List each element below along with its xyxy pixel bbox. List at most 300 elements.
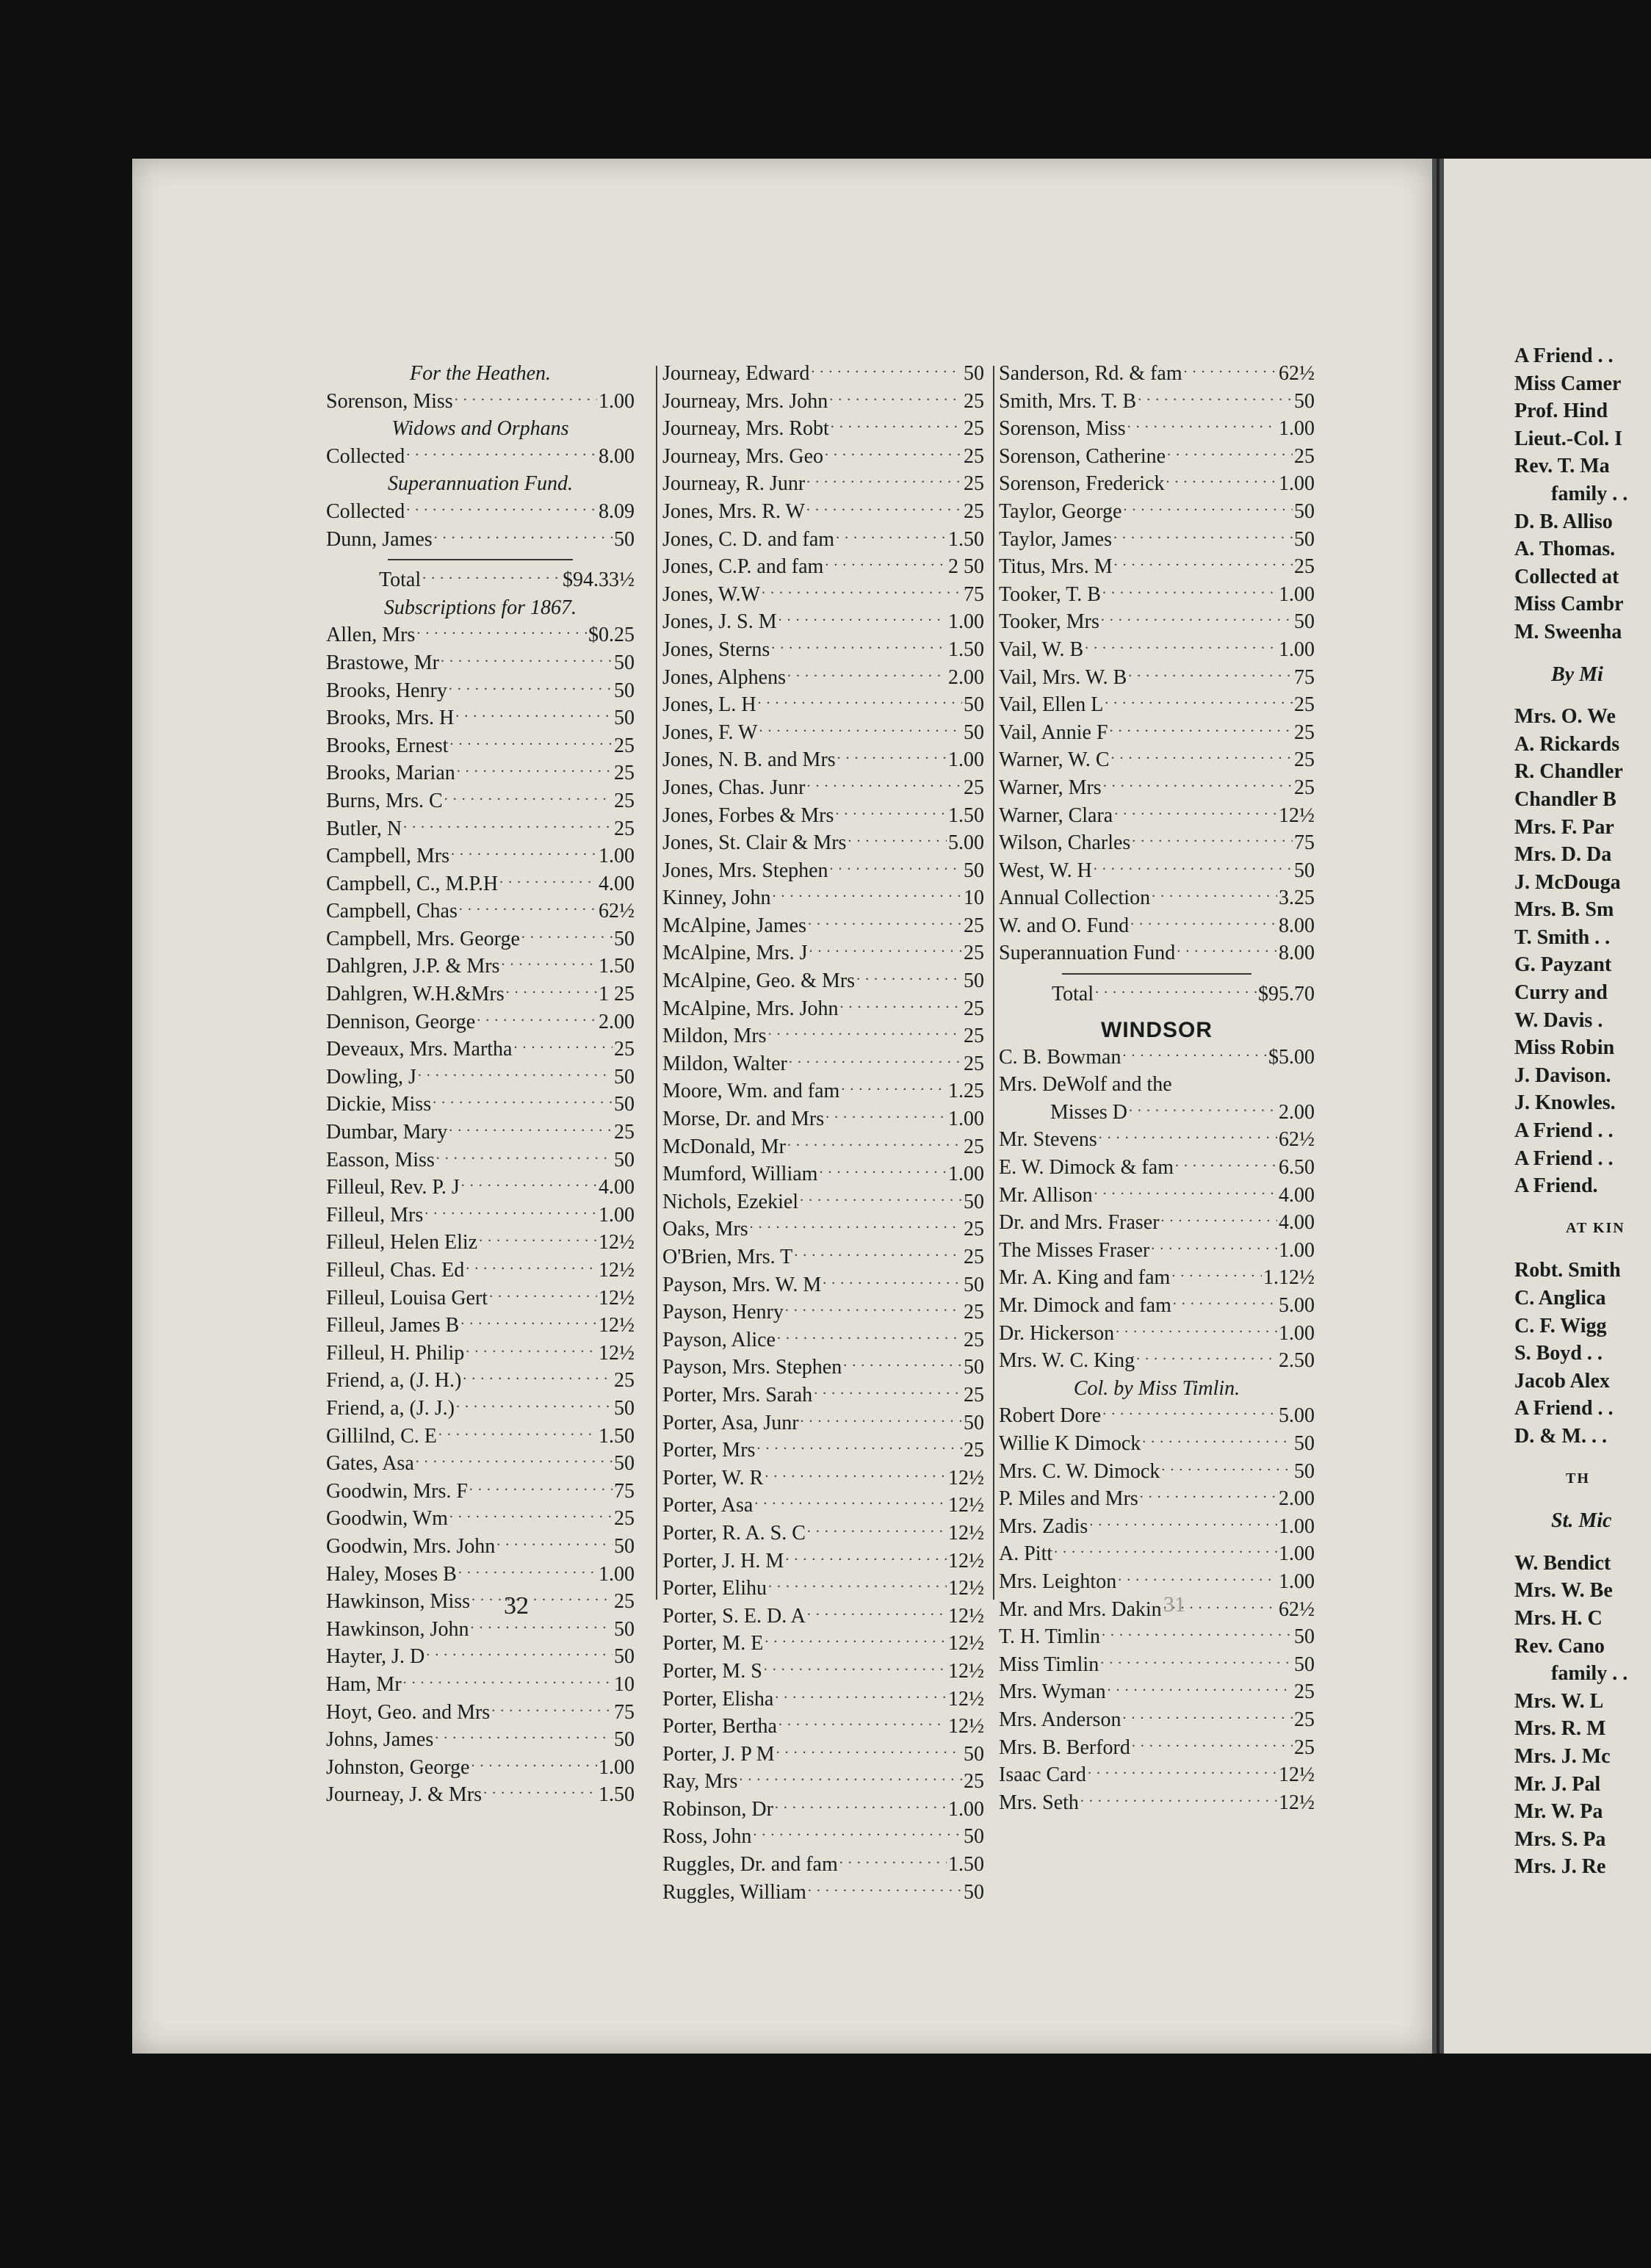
leader-dots <box>806 470 962 498</box>
leader-dots <box>1094 857 1293 885</box>
page-number: 32 <box>504 1592 529 1619</box>
leader-dots <box>521 925 613 953</box>
subscriber-entry <box>999 1678 1315 1706</box>
subscriber-entry <box>662 1382 984 1409</box>
entry-name: Total <box>379 568 422 592</box>
entry-name: Porter, J. H. M <box>662 1549 784 1572</box>
entry-name: Mrs. W. C. King <box>999 1349 1135 1373</box>
entry-name: Friend, a, (J. H.) <box>326 1369 462 1393</box>
subscriber-entry <box>999 1706 1315 1734</box>
entry-name: Kinney, John <box>662 886 771 910</box>
right-page-line: By Mi <box>1551 662 1603 686</box>
entry-amount: 1.00 <box>1279 1321 1315 1345</box>
leader-dots <box>436 1146 613 1174</box>
entry-amount: 1.50 <box>948 638 984 661</box>
leader-dots <box>829 388 962 416</box>
subscriber-entry <box>326 842 635 870</box>
subscriber-entry <box>662 664 984 692</box>
entry-name: Jones, Sterns <box>662 638 770 661</box>
total-rule <box>1062 973 1251 975</box>
entry-name: Taylor, George <box>999 499 1122 523</box>
right-page-line: A Friend . . <box>1514 344 1614 367</box>
subscriber-entry <box>662 719 984 747</box>
leader-dots <box>811 360 962 388</box>
entry-name: McAlpine, Mrs. J <box>662 942 808 965</box>
leader-dots <box>422 566 561 594</box>
entry-amount: 50 <box>1294 859 1315 882</box>
subscriber-entry <box>662 360 984 388</box>
right-page-line: W. Davis . <box>1514 1008 1603 1032</box>
section-heading: For the Heathen. <box>409 362 552 385</box>
right-page-line: Jacob Alex <box>1514 1369 1610 1393</box>
right-page-line: A. Thomas. <box>1514 538 1616 561</box>
subscriber-entry <box>662 1437 984 1465</box>
entry-name: Jones, Forbes & Mrs <box>662 803 834 827</box>
subscriber-entry <box>662 1713 984 1741</box>
entry-amount: 1.00 <box>948 610 984 634</box>
entry-amount: 75 <box>1294 831 1315 855</box>
entry-name: Haley, Moses B <box>326 1562 457 1586</box>
entry-amount: 1.00 <box>948 1797 984 1821</box>
subscriber-entry <box>662 967 984 995</box>
leader-dots <box>1136 1347 1277 1375</box>
right-page-line: family . . <box>1551 482 1628 505</box>
entry-amount: 25 <box>964 389 984 413</box>
subscriber-entry <box>326 498 635 526</box>
entry-name: Dahlgren, J.P. & Mrs <box>326 955 500 978</box>
right-page-line: Mrs. F. Par <box>1514 815 1614 839</box>
entry-name: Hawkinson, Miss <box>326 1590 471 1614</box>
entry-amount: 25 <box>964 776 984 799</box>
leader-dots <box>1123 498 1293 526</box>
leader-dots <box>1127 415 1277 443</box>
entry-amount: 1.00 <box>599 389 635 413</box>
entry-name: Vail, Ellen L <box>999 693 1104 717</box>
entry-amount: 6.50 <box>1279 1156 1315 1180</box>
subscriber-entry <box>999 553 1315 581</box>
entry-amount: 10 <box>614 1672 635 1696</box>
subscriber-entry <box>999 719 1315 747</box>
right-page-line: Mrs. D. Da <box>1514 843 1612 867</box>
section-heading: Col. by Miss Timlin. <box>1073 1376 1240 1400</box>
right-page-line: A Friend . . <box>1514 1119 1614 1143</box>
leader-dots <box>438 1423 597 1451</box>
leader-dots <box>801 1409 962 1437</box>
subscriber-entry <box>999 1568 1315 1596</box>
entry-name: Ray, Mrs <box>662 1770 738 1794</box>
subscriber-entry <box>326 1285 635 1312</box>
entry-amount: 8.09 <box>599 499 635 523</box>
total-entry <box>999 980 1315 1008</box>
entry-name: Gates, Asa <box>326 1452 414 1476</box>
entry-name: O'Brien, Mrs. T <box>662 1246 793 1268</box>
leader-dots <box>1161 1458 1293 1486</box>
entry-amount: 1.00 <box>1279 1542 1315 1566</box>
subscriber-entry <box>662 857 984 885</box>
subscriber-entry <box>662 1879 984 1907</box>
right-page-line: Mrs. O. We <box>1514 705 1616 729</box>
entry-name: Porter, Elihu <box>662 1577 767 1600</box>
entry-name: Payson, Alice <box>662 1328 776 1351</box>
subscriber-entry <box>999 1623 1315 1651</box>
leader-dots <box>777 1326 962 1354</box>
subscriber-entry <box>662 1050 984 1078</box>
entry-amount: 25 <box>964 499 984 523</box>
leader-dots <box>418 1063 613 1091</box>
entry-name: McAlpine, Geo. & Mrs <box>662 969 856 993</box>
entry-amount: 50 <box>614 1645 635 1669</box>
subscriber-entry <box>326 1036 635 1063</box>
leader-dots <box>1088 1761 1277 1789</box>
leader-dots <box>1080 1789 1277 1817</box>
subscriber-entry <box>662 1077 984 1105</box>
subscriber-entry <box>662 1133 984 1161</box>
entry-amount: 25 <box>614 789 635 812</box>
subscriber-entry <box>999 829 1315 857</box>
entry-name: Titus, Mrs. M <box>999 555 1113 579</box>
entry-name: Gillilnd, C. E <box>326 1424 437 1448</box>
entry-amount: 50 <box>614 651 635 674</box>
entry-amount: 50 <box>614 1452 635 1476</box>
entry-amount: 12½ <box>948 1687 984 1711</box>
leader-dots <box>457 759 613 787</box>
entry-amount: 50 <box>1294 1653 1315 1676</box>
subscriber-entry <box>326 1008 635 1036</box>
subscriber-entry <box>999 608 1315 636</box>
subscriber-entry <box>326 1561 635 1589</box>
subscriber-entry <box>662 1188 984 1216</box>
leader-dots <box>831 415 962 443</box>
entry-amount: 1.50 <box>948 803 984 827</box>
leader-dots <box>444 787 613 815</box>
leader-dots <box>773 884 962 912</box>
faded-page-number: 31 <box>1163 1592 1185 1617</box>
entry-amount: 1.50 <box>948 1853 984 1877</box>
entry-amount: 75 <box>964 582 984 606</box>
entry-amount: $94.33½ <box>563 568 635 592</box>
column-1 <box>326 360 635 1809</box>
entry-name: Butler, N <box>326 817 402 840</box>
leader-dots <box>506 980 597 1008</box>
entry-amount: 1.50 <box>948 527 984 551</box>
entry-amount: 12½ <box>948 1632 984 1655</box>
leader-dots <box>1122 1044 1267 1072</box>
total-entry <box>326 566 635 594</box>
spacer <box>1514 646 1651 661</box>
entry-name: Brastowe, Mr <box>326 651 439 674</box>
leader-dots <box>1108 1678 1293 1706</box>
subscriber-entry <box>326 677 635 705</box>
entry-name: Mr. and Mrs. Dakin <box>999 1597 1162 1621</box>
right-page-line: Mrs. B. Sm <box>1514 898 1614 922</box>
subscriber-entry <box>326 759 635 787</box>
subscriber-entry <box>662 1823 984 1851</box>
right-page-line: J. McDouga <box>1514 870 1621 894</box>
subscriber-entry <box>662 746 984 774</box>
leader-dots <box>758 691 962 719</box>
entry-amount: 12½ <box>948 1494 984 1517</box>
entry-name: Friend, a, (J. J.) <box>326 1396 455 1420</box>
entry-amount: 25 <box>1294 1680 1315 1704</box>
entry-name: Mr. Allison <box>999 1183 1093 1207</box>
subscriber-entry <box>326 621 635 649</box>
entry-name: Mrs. Zadis <box>999 1514 1088 1538</box>
leader-dots <box>765 1465 947 1492</box>
leader-dots <box>1161 1209 1277 1237</box>
leader-dots <box>1094 1182 1277 1210</box>
subscriber-entry <box>999 802 1315 830</box>
entry-amount: 50 <box>614 1065 635 1088</box>
entry-name: Porter, R. A. S. C <box>662 1521 806 1545</box>
entry-name: Warner, Clara <box>999 803 1113 827</box>
right-page-line: Rev. Cano <box>1514 1634 1605 1658</box>
leader-dots <box>754 1492 947 1520</box>
entry-amount: 25 <box>964 472 984 496</box>
right-page-line: Robt. Smith <box>1514 1259 1621 1282</box>
entry-amount: 1.00 <box>599 1203 635 1227</box>
entry-amount: 25 <box>964 1328 984 1351</box>
entry-name: Mr. A. King and fam <box>999 1266 1171 1290</box>
subscriber-entry <box>999 526 1315 554</box>
spacer <box>1514 1451 1651 1465</box>
entry-name: C. B. Bowman <box>999 1045 1121 1069</box>
entry-amount: 12½ <box>599 1259 635 1282</box>
leader-dots <box>1151 1237 1277 1265</box>
entry-amount: 1.00 <box>948 1163 984 1186</box>
subscriber-entry <box>326 1533 635 1561</box>
leader-dots <box>787 664 947 692</box>
entry-amount: 25 <box>614 1590 635 1614</box>
entry-name: Vail, W. B <box>999 638 1084 661</box>
leader-dots <box>856 967 962 995</box>
leader-dots <box>1111 746 1293 774</box>
subscriber-entry <box>662 1299 984 1326</box>
subscriber-entry <box>662 912 984 940</box>
subscriber-entry <box>662 1465 984 1492</box>
entry-name: Total <box>1052 983 1094 1006</box>
leader-dots <box>461 1174 597 1202</box>
entry-name: Oaks, Mrs <box>662 1218 748 1241</box>
subscriber-entry <box>999 1264 1315 1292</box>
leader-dots <box>416 1450 613 1478</box>
subscriber-entry <box>999 691 1315 719</box>
entry-amount: 2.00 <box>1279 1100 1315 1124</box>
entry-amount: 1.12½ <box>1263 1266 1315 1290</box>
entry-amount: 25 <box>964 1052 984 1075</box>
spacer <box>1514 1242 1651 1257</box>
leader-dots <box>807 1520 947 1547</box>
subscriber-entry <box>662 1243 984 1271</box>
right-page-line: A. Rickards <box>1514 732 1620 756</box>
right-page-line: S. Boyd . . <box>1514 1342 1603 1365</box>
entry-name: Hoyt, Geo. and Mrs <box>326 1700 491 1724</box>
leader-dots <box>785 1547 947 1575</box>
leader-dots <box>765 1630 947 1658</box>
leader-dots <box>466 1340 597 1368</box>
entry-name: Porter, Bertha <box>662 1715 777 1738</box>
leader-dots <box>471 1754 597 1782</box>
leader-dots <box>1132 829 1293 857</box>
leader-dots <box>787 1133 962 1161</box>
subscriber-entry <box>662 1105 984 1133</box>
leader-dots <box>768 1575 947 1603</box>
leader-dots <box>778 608 947 636</box>
right-page-line: Collected at <box>1514 565 1619 588</box>
leader-dots <box>501 953 597 980</box>
leader-dots <box>819 1160 947 1188</box>
entry-amount: 25 <box>964 1383 984 1406</box>
leader-dots <box>449 677 613 705</box>
entry-name: Smith, Mrs. T. B <box>999 389 1137 413</box>
entry-name: Filleul, James B <box>326 1314 460 1337</box>
entry-amount: 25 <box>964 417 984 441</box>
entry-name: Payson, Henry <box>662 1301 784 1324</box>
entry-amount: 25 <box>614 762 635 785</box>
leader-dots <box>496 1533 613 1561</box>
entry-amount: 50 <box>1294 499 1315 523</box>
entry-name: Collected <box>326 444 405 468</box>
subscriber-entry <box>662 1796 984 1824</box>
subscriber-entry <box>326 1312 635 1340</box>
right-page-line: W. Bendict <box>1514 1551 1611 1575</box>
right-page-line: Rev. T. Ma <box>1514 455 1610 478</box>
subscriber-entry <box>326 870 635 898</box>
entry-amount: 12½ <box>599 1314 635 1337</box>
entry-name: McAlpine, James <box>662 914 806 937</box>
entry-name: Dunn, James <box>326 527 433 551</box>
entry-amount: 1.00 <box>1279 1570 1315 1593</box>
subscriber-entry <box>999 636 1315 664</box>
right-page-line: Mrs. S. Pa <box>1514 1827 1606 1851</box>
entry-name: Jones, L. H <box>662 693 756 717</box>
subscriber-entry <box>999 581 1315 609</box>
entry-name: Johns, James <box>326 1728 434 1752</box>
leader-dots <box>472 1588 613 1616</box>
entry-name: Mrs. B. Berford <box>999 1736 1130 1759</box>
entry-name: Mildon, Mrs <box>662 1025 767 1048</box>
subscriber-entry <box>999 1789 1315 1817</box>
entry-amount: 75 <box>614 1700 635 1724</box>
leader-dots <box>451 842 597 870</box>
entry-name: Filleul, Helen Eliz <box>326 1231 478 1254</box>
subscriber-entry <box>662 1520 984 1547</box>
entry-amount: 1.00 <box>1279 417 1315 441</box>
subscriber-entry <box>662 1851 984 1879</box>
subscriber-entry <box>662 829 984 857</box>
subscriber-entry <box>662 608 984 636</box>
entry-name: Brooks, Marian <box>326 762 455 785</box>
entry-amount: 50 <box>964 859 984 882</box>
subscriber-entry <box>326 898 635 925</box>
subscriber-entry <box>326 1063 635 1091</box>
subscriber-entry <box>662 1658 984 1686</box>
entry-name: Jones, Mrs. Stephen <box>662 859 828 882</box>
leader-dots <box>1132 1734 1293 1762</box>
entry-amount: 50 <box>614 1148 635 1171</box>
entry-name: Isaac Card <box>999 1763 1086 1787</box>
leader-dots <box>456 1395 613 1423</box>
leader-dots <box>1101 608 1293 636</box>
entry-amount: 5.00 <box>1279 1294 1315 1317</box>
leader-dots <box>825 553 947 581</box>
subscriber-entry <box>326 1340 635 1368</box>
subscriber-entry <box>662 939 984 967</box>
entry-name: Ruggles, William <box>662 1880 806 1904</box>
entry-amount: 25 <box>1294 693 1315 717</box>
entry-amount: 50 <box>964 1825 984 1849</box>
leader-dots <box>750 1216 962 1243</box>
right-page-line: C. F. Wigg <box>1514 1314 1607 1337</box>
entry-name: Jones, C. D. and fam <box>662 527 835 551</box>
entry-amount: 50 <box>614 679 635 702</box>
subscriber-entry <box>326 1505 635 1533</box>
entry-name: Porter, Mrs <box>662 1439 756 1462</box>
leader-dots <box>756 1437 962 1465</box>
subscriber-entry <box>326 1699 635 1727</box>
subscriber-entry <box>326 1146 635 1174</box>
subscriber-entry <box>662 1354 984 1382</box>
leader-dots <box>489 1285 597 1312</box>
entry-amount: 1.00 <box>1279 1514 1315 1538</box>
entry-amount: 62½ <box>599 900 635 923</box>
subscriber-entry <box>326 953 635 980</box>
entry-name: Filleul, Chas. Ed <box>326 1259 465 1282</box>
entry-name: Journeay, Edward <box>662 362 810 385</box>
leader-dots <box>806 498 962 526</box>
entry-name: Ruggles, Dr. and fam <box>662 1853 838 1877</box>
entry-amount: 25 <box>1294 1708 1315 1731</box>
leader-dots <box>469 1478 613 1506</box>
subscriber-entry <box>326 1726 635 1754</box>
entry-name: Porter, Elisha <box>662 1687 774 1711</box>
entry-name: Mrs. C. W. Dimock <box>999 1459 1160 1483</box>
entry-amount: 50 <box>614 527 635 551</box>
entry-amount: 2.00 <box>599 1010 635 1033</box>
subscriber-entry <box>326 1174 635 1202</box>
entry-name: Porter, W. R <box>662 1466 764 1489</box>
entry-name: Deveaux, Mrs. Martha <box>326 1038 513 1061</box>
leader-dots <box>1167 443 1293 471</box>
entry-amount: 12½ <box>948 1549 984 1572</box>
entry-amount: 12½ <box>599 1341 635 1365</box>
entry-amount: 62½ <box>1279 1128 1315 1152</box>
subscriber-entry <box>326 1754 635 1782</box>
entry-name: Jones, Alphens <box>662 665 786 689</box>
entry-name: Dickie, Miss <box>326 1093 432 1116</box>
right-page-line: R. Chandler <box>1514 760 1623 784</box>
leader-dots <box>807 1603 947 1630</box>
subscriber-entry <box>326 1395 635 1423</box>
entry-amount: 50 <box>964 1273 984 1296</box>
entry-amount: 50 <box>964 362 984 385</box>
leader-dots <box>1152 884 1277 912</box>
entry-amount: 25 <box>1294 444 1315 468</box>
subscriber-entry <box>326 1450 635 1478</box>
entry-name: Brooks, Mrs. H <box>326 707 455 730</box>
entry-amount: 50 <box>964 969 984 993</box>
entry-amount: 2 50 <box>948 555 984 579</box>
entry-name: Journeay, Mrs. John <box>662 389 828 413</box>
entry-name: Mumford, William <box>662 1163 818 1186</box>
entry-amount: 25 <box>614 734 635 757</box>
entry-name: Filleul, Mrs <box>326 1203 424 1227</box>
subscriber-entry <box>662 388 984 416</box>
entry-name: Campbell, Mrs. George <box>326 927 520 950</box>
leader-dots <box>800 1188 962 1216</box>
entry-name: Dr. and Mrs. Fraser <box>999 1211 1160 1235</box>
leader-dots <box>449 1505 613 1533</box>
subscriber-entry <box>999 1485 1315 1513</box>
